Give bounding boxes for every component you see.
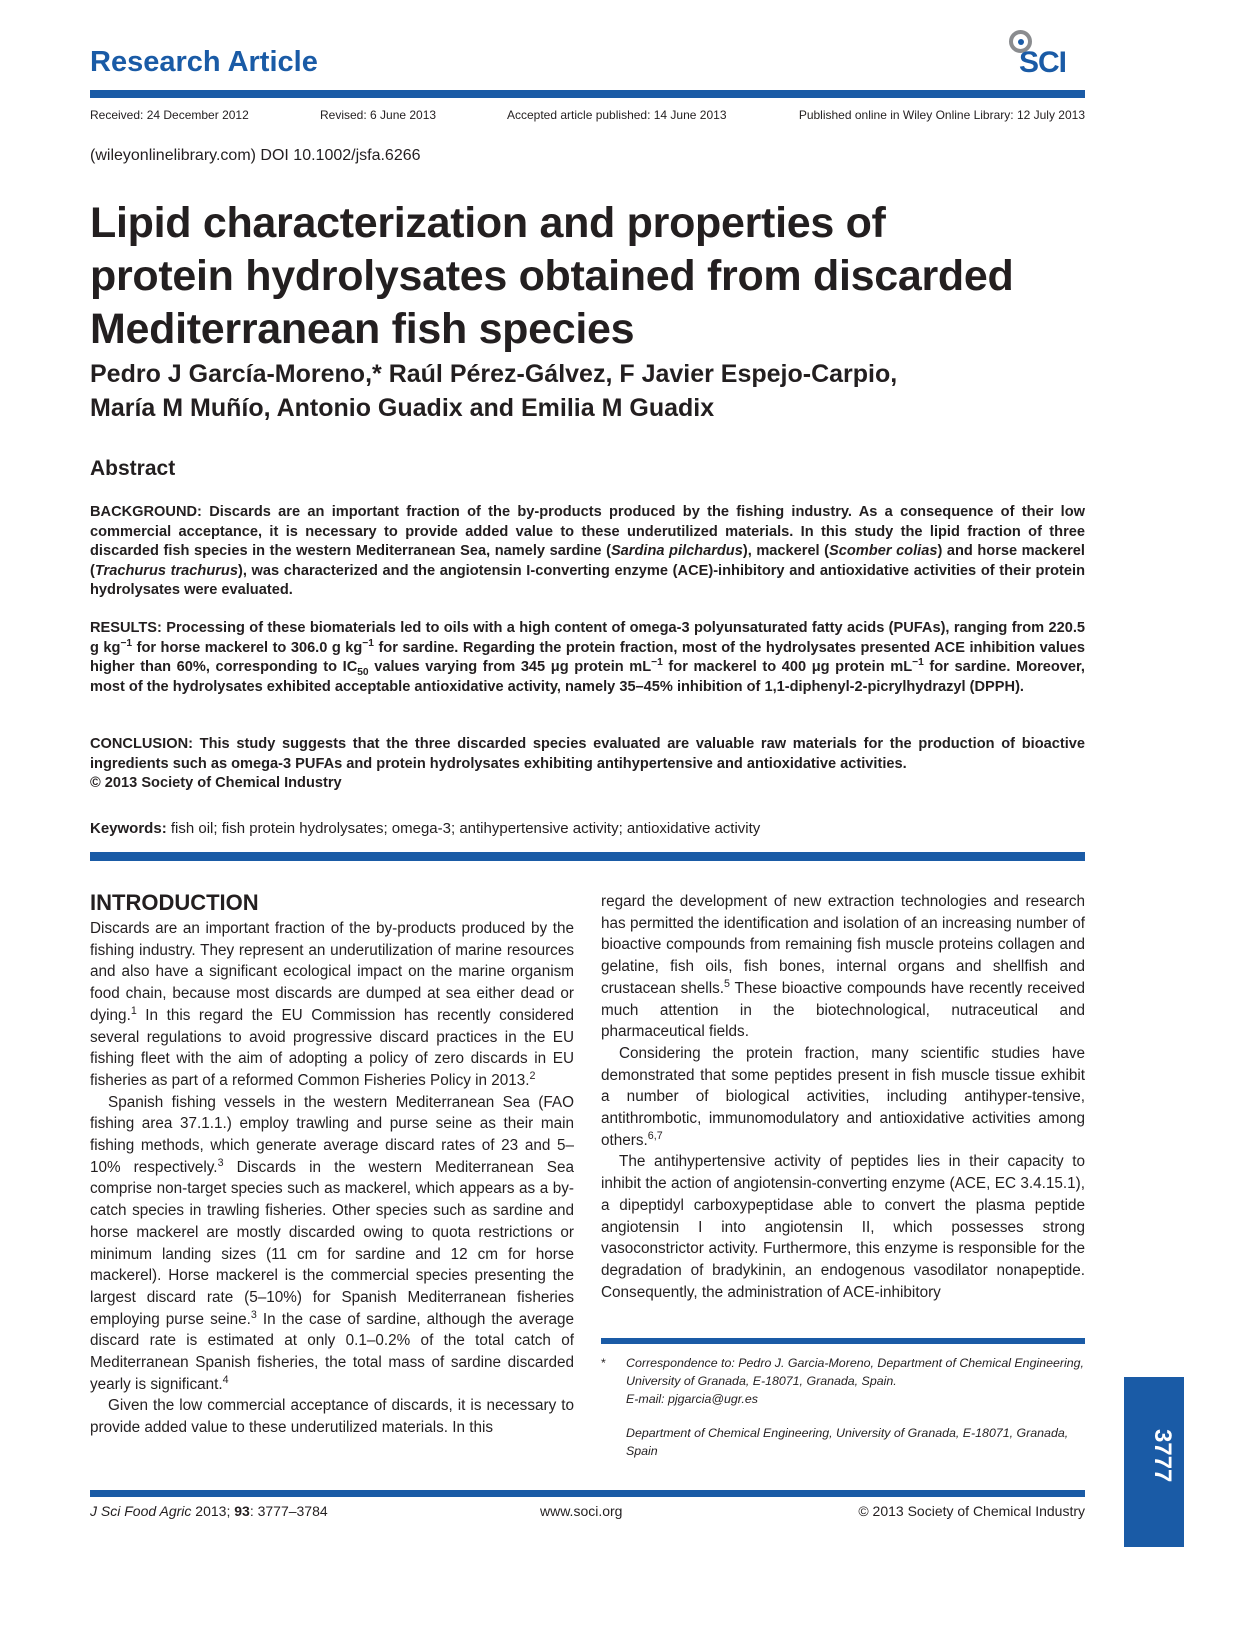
logo-text: SCI	[1019, 46, 1067, 79]
volume: 93	[234, 1503, 250, 1519]
conclusion-label: CONCLUSION:	[90, 736, 193, 752]
left-column	[90, 918, 574, 1439]
published-date: Published online in Wiley Online Library: 12 July 2013	[798, 108, 1085, 122]
article-title	[90, 197, 1090, 356]
results-label: RESULTS:	[90, 620, 162, 636]
journal-citation: J Sci Food Agric 2013; 93: 3777–3784	[90, 1503, 328, 1519]
abstract-rule	[90, 852, 1085, 861]
authors-line: María M Muñío, Antonio Guadix and Emilia M Guadix	[90, 394, 715, 422]
species-name: Trachurus trachurus	[94, 562, 238, 579]
footnote-marker: *	[601, 1356, 606, 1370]
species-name: Sardina pilchardus	[610, 543, 743, 560]
title-line: protein hydrolysates obtained from discarded	[90, 252, 1014, 300]
citation: 2	[529, 1069, 536, 1082]
article-type-label: Research Article	[90, 46, 318, 78]
abstract-copyright: © 2013 Society of Chemical Industry	[90, 775, 342, 792]
abstract-conclusion: CONCLUSION: This study suggests that the three discarded species evaluated are valuable raw materials for the production of bioactive ingredients such as omega-3 PUFAs and protein hydrolysates exhibiting antihypertensive and antioxidative activities. © 2013 Society of Chemical Industry	[90, 736, 1085, 792]
abstract-heading: Abstract	[90, 457, 176, 480]
doi-line: (wileyonlinelibrary.com) DOI 10.1002/jsfa.6266	[90, 147, 421, 164]
authors-line: Pedro J García-Moreno,* Raúl Pérez-Gálvez, F Javier Espejo-Carpio,	[90, 360, 898, 388]
page-number: 3777	[1149, 1429, 1176, 1483]
footer-rule	[90, 1490, 1085, 1497]
section-heading: INTRODUCTION	[90, 890, 259, 915]
keywords-list: fish oil; fish protein hydrolysates; omega-3; antihypertensive activity; antioxidative activity	[166, 820, 761, 837]
paragraph: Discards are an important fraction of the by-products produced by the fishing industry. They represent an underutilization of marine resources and also have a significant ecological impact on the marine organism food chain, because most discards are dumped at sea either dead or dying.$^1$ In this regard the EU Commission has recently considered several regulations to avoid progressive discard practices in the EU fishing fleet with the aim of adopting a policy of zero discards in EU fisheries as part of a reformed Common Fisheries Policy in 2013.$^2$	[90, 920, 574, 1089]
correspondence-footnote	[601, 1354, 1085, 1408]
email[interactable]: E-mail: pjgarcia@ugr.es	[626, 1392, 758, 1406]
background-label: BACKGROUND:	[90, 504, 202, 520]
paragraph: Considering the protein fraction, many scientific studies have demonstrated that some peptides present in fish muscle tissue exhibit a number of biological activities, including antihyper-tensive, antithrombotic, immunomodulatory and antioxidative activities among others.$^{6,7}$	[601, 1044, 1085, 1149]
header-rule	[90, 90, 1085, 98]
footnote-rule	[601, 1338, 1085, 1344]
paragraph: The antihypertensive activity of peptides lies in their capacity to inhibit the action of angiotensin-converting enzyme (ACE, EC 3.4.15.1), a dipeptidyl carboxypeptidase able to convert the plasma peptide angiotensin I into angiotensin II, which possesses strong vasoconstrictor activity. Furthermore, this enzyme is responsible for the degradation of bradykinin, an endogenous vasodilator nonapeptide. Consequently, the administration of ACE-inhibitory	[601, 1153, 1085, 1301]
right-column	[601, 891, 1085, 1303]
title-line: Lipid characterization and properties of	[90, 199, 886, 247]
journal-name: J Sci Food Agric	[90, 1503, 192, 1519]
revised-date: Revised: 6 June 2013	[320, 108, 437, 122]
page-number-tab	[1124, 1377, 1184, 1547]
received-date: Received: 24 December 2012	[90, 108, 249, 122]
paragraph: Spanish fishing vessels in the western Mediterranean Sea (FAO fishing area 37.1.1.) employ trawling and purse seine as their main fishing methods, which generate average discard rates of 23 and 5–10% respectively.$^3$ Discards in the western Mediterranean Sea comprise non-target species such as mackerel, which appears as a by-catch species in trawling fisheries. Other species such as sardine and horse mackerel are mostly discarded owing to quota restrictions or minimum landing sizes (11 cm for sardine and 12 cm for horse mackerel). Horse mackerel is the commercial species presenting the largest discard rate (5–10%) for Spanish Mediterranean fisheries employing purse seine.$^3$ In the case of sardine, although the average discard rate is estimated at only 0.1–0.2% of the total catch of Mediterranean Spanish fisheries, the total mass of sardine discarded yearly is significant.$^4$	[90, 1093, 574, 1393]
title-line: Mediterranean fish species	[90, 305, 635, 353]
citation: 5	[724, 977, 730, 990]
author-list	[90, 357, 1090, 425]
correspondence-text: Correspondence to: Pedro J. Garcia-Moreno, Department of Chemical Engineering, University of Granada, E-18071, Granada, Spain.	[626, 1356, 1084, 1388]
citation: 6,7	[647, 1129, 663, 1142]
citation: 1	[130, 1004, 137, 1017]
paragraph: regard the development of new extraction technologies and research has permitted the identification and isolation of an increasing number of bioactive compounds from remaining fish muscle proteins collagen and gelatine, fish oils, fish bones, internal organs and shellfish and crustacean shells.$^5$ These bioactive compounds have recently received much attention in the biotechnological, nutraceutical and pharmaceutical fields.	[601, 893, 1086, 1041]
abstract-background: BACKGROUND: Discards are an important fraction of the by-products produced by the fishing industry. As a consequence of their low commercial acceptance, it is necessary to provide added value to these underutilized materials. In this study the lipid fraction of three discarded fish species in the western Mediterranean Sea, namely sardine (Sardina pilchardus), mackerel (Scomber colias) and horse mackerel (Trachurus trachurus), was characterized and the angiotensin I-converting enzyme (ACE)-inhibitory and antioxidative activities of their protein hydrolysates were evaluated.	[90, 504, 1086, 599]
citation: 4	[222, 1373, 229, 1386]
abstract-results: RESULTS: Processing of these biomaterials led to oils with a high content of omega-3 polyunsaturated fatty acids (PUFAs), ranging from 220.5 g $kg^{-1}$ for horse mackerel to 306.0 g $kg^{-1}$ for sardine. Regarding the protein fraction, most of the hydrolysates presented ACE inhibition values higher than 60%, corresponding to $IC_{50}$ values varying from 345 μg protein $mL^{-1}$ for mackerel to 400 μg protein $mL^{-1}$ for sardine. Moreover, most of the hydrolysates exhibited acceptable antioxidative activity, namely 35–45% inhibition of 1,1-diphenyl-2-picrylhydrazyl (DPPH).	[90, 620, 1086, 695]
keywords-label: Keywords:	[90, 820, 167, 837]
sci-logo	[1005, 28, 1087, 80]
citation: 3	[250, 1308, 257, 1321]
affiliation-footnote	[601, 1424, 1085, 1460]
keywords	[90, 820, 760, 837]
footer-copyright: © 2013 Society of Chemical Industry	[858, 1503, 1085, 1519]
paragraph: Given the low commercial acceptance of discards, it is necessary to provide added value to these underutilized materials. In this	[90, 1397, 574, 1437]
species-name: Scomber colias	[829, 543, 938, 560]
citation: 3	[217, 1156, 224, 1169]
affiliation-text: Department of Chemical Engineering, University of Granada, E-18071, Granada, Spain	[626, 1426, 1069, 1458]
accepted-date: Accepted article published: 14 June 2013	[507, 108, 727, 122]
website-link[interactable]: www.soci.org	[540, 1503, 623, 1519]
